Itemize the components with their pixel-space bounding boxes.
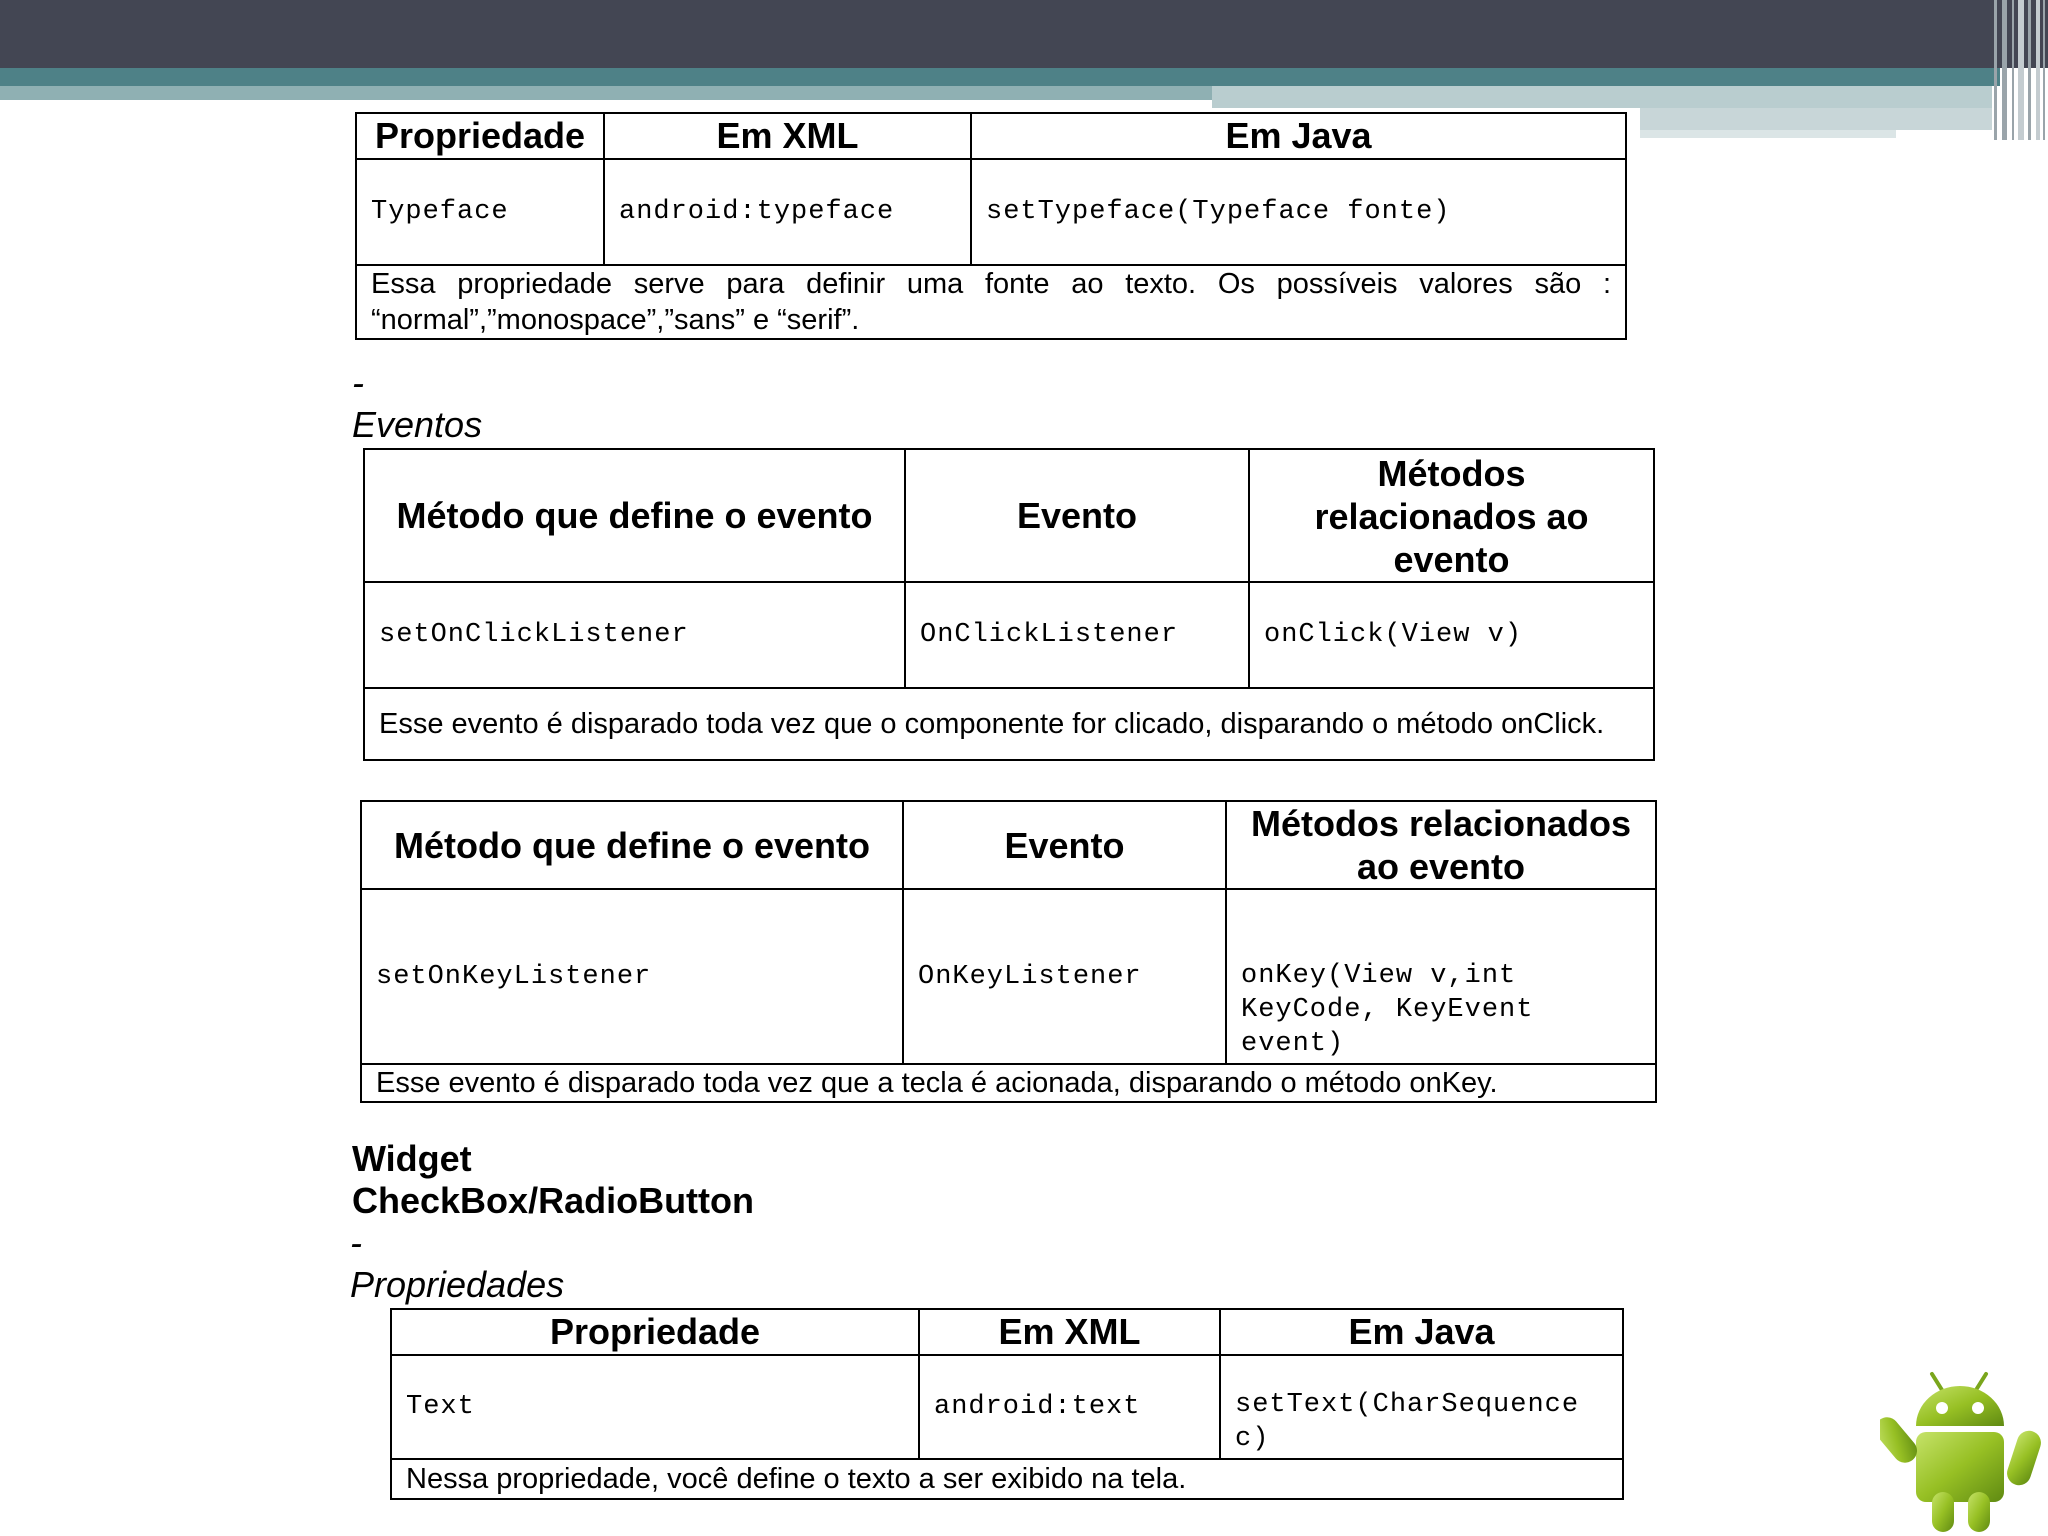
cell-listener-type: OnClickListener <box>905 582 1249 688</box>
onkey-event-table <box>360 800 1657 1103</box>
header-evento: Evento <box>905 449 1249 582</box>
header-em-xml: Em XML <box>604 113 971 159</box>
accent-bar-light <box>0 86 1212 100</box>
cell-callback-method: onClick(View v) <box>1249 582 1654 688</box>
section-widget-title: Widget CheckBox/RadioButton <box>352 1138 755 1221</box>
cell-java-method: setText(CharSequence c) <box>1220 1355 1623 1459</box>
cell-description: Esse evento é disparado toda vez que a tecla é acionada, disparando o método onKey. <box>361 1064 1656 1102</box>
header-propriedade: Propriedade <box>356 113 604 159</box>
typeface-table <box>355 112 1627 340</box>
text-property-table <box>390 1308 1624 1500</box>
header-metodos-relacionados: Métodos relacionados ao evento <box>1226 801 1656 889</box>
cell-java-method: setTypeface(Typeface fonte) <box>971 159 1626 265</box>
cell-description: Essa propriedade serve para definir uma fonte ao texto. Os possíveis valores são : “normal”,”monospace”,”sans” e “serif”. <box>356 265 1626 339</box>
cell-xml-attribute: android:typeface <box>604 159 971 265</box>
header-em-java: Em Java <box>1220 1309 1623 1355</box>
cell-property-name: Text <box>391 1355 919 1459</box>
cell-listener-type: OnKeyListener <box>903 889 1226 1064</box>
cell-property-name: Typeface <box>356 159 604 265</box>
cell-listener-setter: setOnClickListener <box>364 582 905 688</box>
cell-callback-method: onKey(View v,int KeyCode, KeyEvent event) <box>1226 889 1656 1064</box>
top-banner <box>0 0 2048 68</box>
cell-description: Esse evento é disparado toda vez que o componente for clicado, disparando o método onClick. <box>364 688 1654 760</box>
section-eventos: - Eventos <box>352 362 483 445</box>
accent-bar <box>0 68 2000 86</box>
accent-bar-light <box>1640 108 1992 130</box>
accent-bar-light <box>1212 86 1992 108</box>
onclick-event-table <box>363 448 1655 761</box>
section-propriedades: - Propriedades <box>350 1222 565 1305</box>
header-propriedade: Propriedade <box>391 1309 919 1355</box>
header-em-java: Em Java <box>971 113 1626 159</box>
android-robot-icon <box>1880 1368 2048 1536</box>
header-metodo: Método que define o evento <box>361 801 903 889</box>
accent-bar-light <box>1640 130 1896 138</box>
corner-stripes <box>1988 0 2048 140</box>
header-em-xml: Em XML <box>919 1309 1220 1355</box>
header-metodo: Método que define o evento <box>364 449 905 582</box>
header-metodos-relacionados: Métodos relacionados ao evento <box>1249 449 1654 582</box>
cell-description: Nessa propriedade, você define o texto a ser exibido na tela. <box>391 1459 1623 1499</box>
cell-listener-setter: setOnKeyListener <box>361 889 903 1064</box>
cell-xml-attribute: android:text <box>919 1355 1220 1459</box>
header-evento: Evento <box>903 801 1226 889</box>
